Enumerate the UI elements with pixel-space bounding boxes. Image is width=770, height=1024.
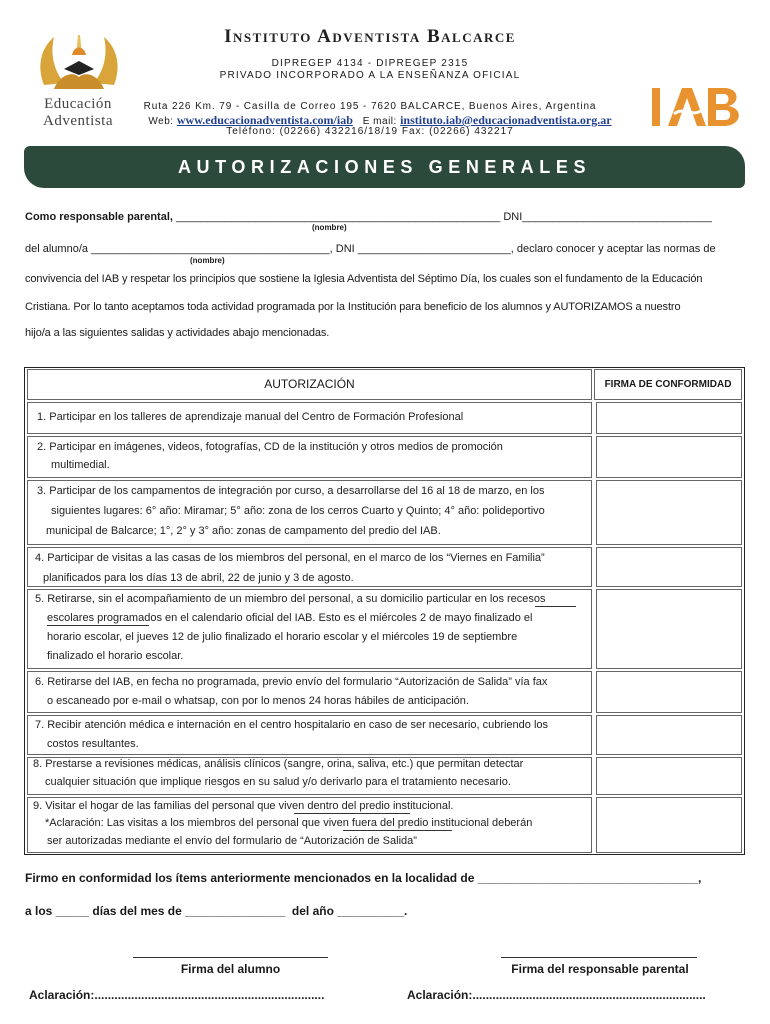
dni-field[interactable]: _______________________________: [522, 211, 712, 223]
item-9-line3: ser autorizadas mediante el envío del formulario de “Autorización de Salida”: [47, 835, 417, 847]
logo-left-text: [26, 96, 130, 130]
logo-left-line1: Educación: [44, 96, 112, 112]
underline-viven-fuera: [343, 830, 452, 831]
item-2-line1: 2. Participar en imágenes, videos, fotografías, CD de la institución y otros medios de promoción: [37, 441, 503, 453]
logo-left-line2: Adventista: [43, 113, 113, 129]
firma-cell-2[interactable]: [596, 436, 742, 478]
firma-alumno-label: Firma del alumno: [180, 962, 281, 976]
privado-incorporado: PRIVADO INCORPORADO A LA ENSEÑANZA OFICIAL: [219, 70, 521, 81]
firma-responsable-line[interactable]: [501, 957, 697, 958]
anio-label: del año: [291, 904, 334, 918]
firmo-line: [25, 871, 701, 885]
aclaracion-responsable[interactable]: Aclaración:......................................................................: [407, 988, 706, 1002]
item-5-line2: escolares programados en el calendario oficial del IAB. Esto es el miércoles 2 de mayo finalizado el: [47, 612, 533, 624]
intro-paragraph-line3: hijo/a a las siguientes salidas y actividades abajo mencionadas.: [25, 327, 330, 339]
declaro-text: , declaro conocer y aceptar las normas de: [510, 243, 716, 255]
form-title: AUTORIZACIONES GENERALES: [177, 157, 592, 177]
dias-field[interactable]: _____: [55, 904, 90, 918]
item-4-line1: 4. Participar de visitas a las casas de los miembros del personal, en el marco de los “Viernes en Familia”: [35, 552, 545, 564]
col-firma-header: FIRMA DE CONFORMIDAD: [604, 379, 732, 390]
item-8-line2: cualquier situación que implique riesgos en su salud y/o derivarlo para el tratamiento necesario.: [45, 776, 511, 788]
item-3-line2: siguientes lugares: 6° año: Miramar; 5° año: zona de los cerros Cuarto y Quinto; 4° año: polideportivo: [51, 505, 545, 517]
mes-field[interactable]: _______________: [185, 904, 286, 918]
item-3-line3: municipal de Balcarce; 1°, 2° y 3° año: zonas de campamento del predio del IAB.: [46, 525, 441, 537]
address: Ruta 226 Km. 79 - Casilla de Correo 195 - 7620 BALCARCE, Buenos Aires, Argentina: [143, 101, 597, 112]
item-5-line4: finalizado el horario escolar.: [47, 650, 184, 662]
intro-paragraph-line1: convivencia del IAB y respetar los principios que sostiene la Iglesia Adventista del Séptimo Día, los cuales son el fundamento de la Educación: [25, 273, 703, 285]
firma-alumno-line[interactable]: [133, 957, 328, 958]
anio-field[interactable]: __________.: [337, 904, 408, 918]
table-header-firma: [594, 369, 742, 400]
firmo-text: Firmo en conformidad los ítems anteriormente mencionados en la localidad de: [25, 871, 475, 885]
item-2-line2: multimedial.: [51, 459, 110, 471]
item-4-line2: planificados para los días 13 de abril, 22 de junio y 3 de agosto.: [43, 572, 354, 584]
item-6-line2: o escaneado por e-mail o whatsap, con por lo menos 24 horas hábiles de anticipación.: [47, 695, 469, 707]
firma-cell-8[interactable]: [596, 757, 742, 795]
aclaracion-alumno[interactable]: Aclaración:.....................................................................: [29, 988, 325, 1002]
item-9-line2: *Aclaración: Las visitas a los miembros del personal que viven fuera del predio institucional deberán: [45, 817, 533, 829]
item-5-line1: 5. Retirarse, sin el acompañamiento de un miembro del personal, a su domicilio particular en los recesos: [35, 593, 546, 605]
nombre-hint: (nombre): [312, 223, 347, 232]
dni2-label: , DNI: [329, 243, 355, 255]
col-autorizacion-header: AUTORIZACIÓN: [264, 377, 355, 391]
firma-responsable-label: Firma del responsable parental: [511, 962, 689, 976]
item-1-line1: 1. Participar en los talleres de aprendizaje manual del Centro de Formación Profesional: [37, 411, 464, 423]
nombre-hint-2: (nombre): [190, 256, 225, 265]
firma-cell-3[interactable]: [596, 480, 742, 545]
firma-cell-7[interactable]: [596, 715, 742, 755]
dni-label: DNI: [503, 211, 523, 223]
firma-cell-4[interactable]: [596, 547, 742, 587]
item-3-line1: 3. Participar de los campamentos de integración por curso, a desarrollarse del 16 al 18 de marzo, en los: [37, 485, 545, 497]
iab-logo: [650, 84, 746, 130]
fecha-line: [25, 904, 407, 918]
firma-cell-1[interactable]: [596, 402, 742, 434]
alumno-name-field[interactable]: _______________________________________: [91, 243, 330, 255]
item-8-line1: 8. Prestarse a revisiones médicas, análisis clínicos (sangre, orina, saliva, etc.) que permitan detectar: [33, 758, 524, 770]
item-9-line1: 9. Visitar el hogar de las familias del personal que viven dentro del predio institucional.: [33, 800, 454, 812]
a-los-label: a los: [25, 904, 53, 918]
underline-recesos: [535, 606, 576, 607]
responsable-name-field[interactable]: _____________________________________________________: [176, 211, 501, 223]
dni2-field[interactable]: _________________________: [357, 243, 511, 255]
email-link[interactable]: instituto.iab@educacionadventista.org.ar: [400, 113, 612, 127]
alumno-label: del alumno/a: [25, 243, 88, 255]
item-5-line3: horario escolar, el jueves 12 de julio finalizado el horario escolar y el miércoles 19 de septiembre: [47, 631, 518, 643]
item-7-line2: costos resultantes.: [47, 738, 139, 750]
phone-fax: Teléfono: (02266) 432216/18/19 Fax: (02266) 432217: [226, 126, 514, 137]
item-6-line1: 6. Retirarse del IAB, en fecha no programada, previo envío del formulario “Autorización de Salida” vía fax: [35, 676, 548, 688]
underline-viven-dentro: [294, 813, 410, 814]
responsable-line: [25, 211, 712, 223]
underline-escolares-programados: [47, 625, 149, 626]
web-link[interactable]: www.educacionadventista.com/iab: [176, 113, 353, 127]
email-label: E mail:: [362, 116, 397, 127]
item-7-line1: 7. Recibir atención médica e internación en el centro hospitalario en caso de ser necesario, cubriendo los: [35, 719, 549, 731]
firma-cell-9[interactable]: [596, 797, 742, 853]
table-header-autorizacion: [27, 369, 592, 400]
web-label: Web:: [148, 116, 174, 127]
localidad-field[interactable]: _________________________________,: [477, 871, 702, 885]
alumno-line: [25, 243, 716, 255]
dias-label: días del mes de: [92, 904, 182, 918]
firma-cell-5[interactable]: [596, 589, 742, 669]
intro-paragraph-line2: Cristiana. Por lo tanto aceptamos toda actividad programada por la Institución para beneficio de los alumnos y AUTORIZAMOS a nuestro: [25, 301, 681, 313]
responsable-label: Como responsable parental,: [25, 211, 173, 223]
school-name: Instituto Adventista Balcarce: [224, 26, 516, 47]
dipregep: DIPREGEP 4134 - DIPREGEP 2315: [271, 58, 469, 69]
firma-cell-6[interactable]: [596, 671, 742, 713]
